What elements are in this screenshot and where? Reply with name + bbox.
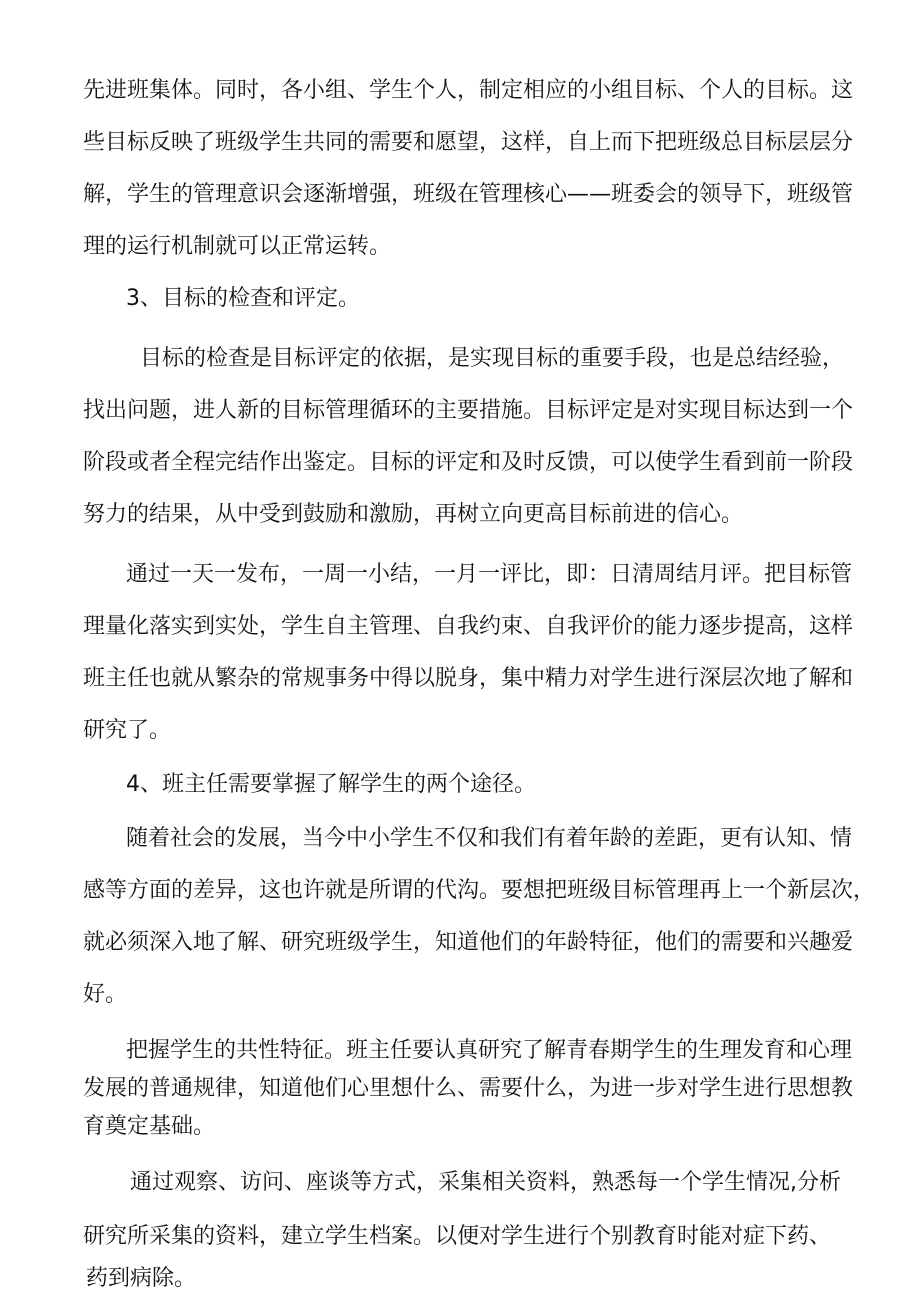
body-text-line: 随着社会的发展，当今中小学生不仅和我们有着年龄的差距，更有认知、情 xyxy=(126,826,853,851)
body-text-line: 育奠定基础。 xyxy=(83,1114,216,1139)
body-text-line: 就必须深入地了解、研究班级学生，知道他们的年龄特征，他们的需要和兴趣爱 xyxy=(83,930,854,955)
body-text-line: 发展的普通规律，知道他们心里想什么、需要什么，为进一步对学生进行思想教 xyxy=(83,1076,854,1101)
body-text-line: 先进班集体。同时，各小组、学生个人，制定相应的小组目标、个人的目标。这 xyxy=(83,78,854,103)
body-text-line: 把握学生的共性特征。班主任要认真研究了解青春期学生的生理发育和心理 xyxy=(126,1038,853,1063)
body-text-line: 些目标反映了班级学生共同的需要和愿望，这样，自上而下把班级总目标层层分 xyxy=(83,130,854,155)
body-text-line: 解，学生的管理意识会逐渐增强，班级在管理核心——班委会的领导下，班级管 xyxy=(83,182,854,207)
body-text-line: 班主任也就从繁杂的常规事务中得以脱身，集中精力对学生进行深层次地了解和 xyxy=(83,666,854,691)
section-heading: 4、班主任需要掌握了解学生的两个途径。 xyxy=(126,772,536,797)
body-text-line: 研究了。 xyxy=(83,718,172,743)
body-text-line: 感等方面的差异，这也许就是所谓的代沟。要想把班级目标管理再上一个新层次， xyxy=(83,878,876,903)
body-text-line: 目标的检查是目标评定的依据，是实现目标的重要手段，也是总结经验， xyxy=(140,346,845,371)
body-text-line: 好。 xyxy=(83,982,128,1007)
section-heading: 3、目标的检查和评定。 xyxy=(126,286,360,311)
body-text-line: 找出问题，进人新的目标管理循环的主要措施。目标评定是对实现目标达到一个 xyxy=(83,398,854,423)
body-text-line: 通过观察、访问、座谈等方式，采集相关资料，熟悉每一个学生情况,分析 xyxy=(130,1170,841,1195)
body-text-line: 努力的结果，从中受到鼓励和激励，再树立向更高目标前进的信心。 xyxy=(83,502,744,527)
body-text-line: 研究所采集的资料，建立学生档案。以便对学生进行个别教育时能对症下药、 xyxy=(83,1224,832,1249)
body-text-line: 理量化落实到实处，学生自主管理、自我约束、自我评价的能力逐步提高，这样 xyxy=(83,614,854,639)
body-text-line: 通过一天一发布，一周一小结，一月一评比，即：日清周结月评。把目标管 xyxy=(126,562,853,587)
body-text-line: 药到病除。 xyxy=(86,1266,197,1291)
body-text-line: 理的运行机制就可以正常运转。 xyxy=(83,234,392,259)
body-text-line: 阶段或者全程完结作出鉴定。目标的评定和及时反馈，可以使学生看到前一阶段 xyxy=(83,450,854,475)
